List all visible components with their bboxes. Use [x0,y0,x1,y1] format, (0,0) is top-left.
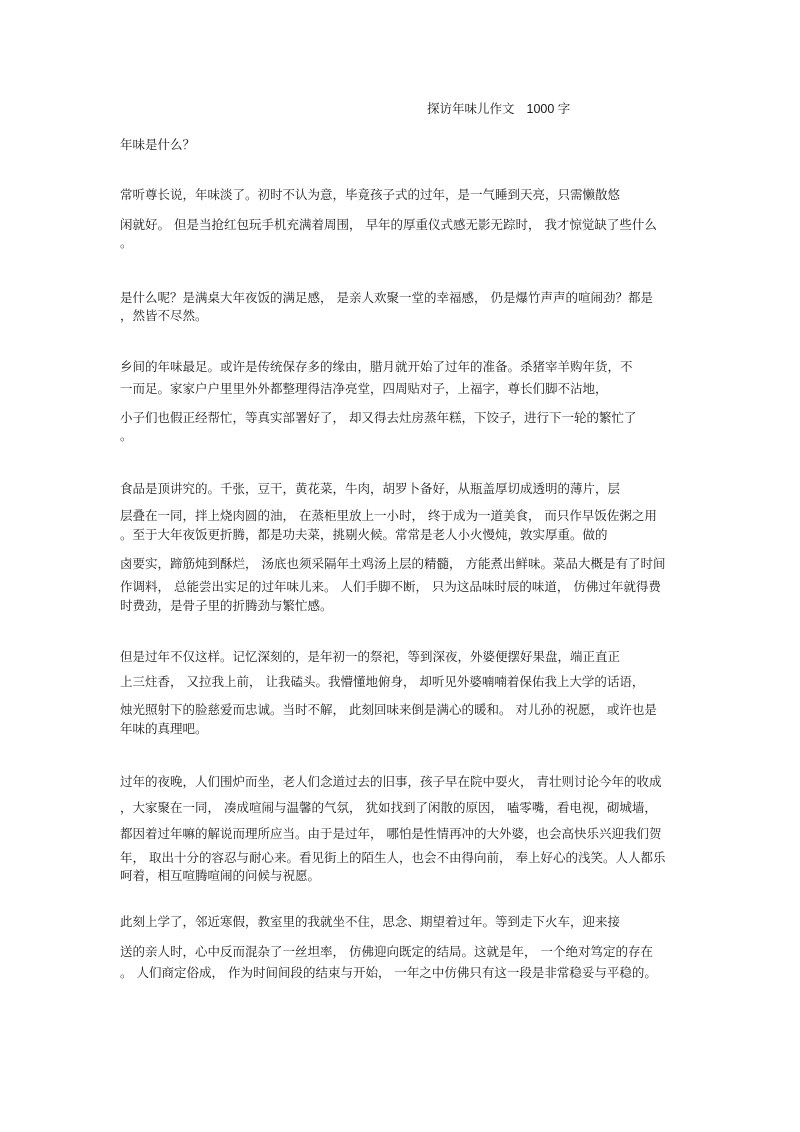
text-line: 闲就好。 但是当抢红包玩手机充满着周围， 早年的厚重仪式感无影无踪时， 我才惊觉缺了些什么 [120,217,657,232]
text-line: 食品是顶讲究的。千张，豆干，黄花菜，牛肉，胡罗卜备好，从瓶盖厚切成透明的薄片，层 [120,481,621,496]
text-line: 都因着过年嘛的解说而理所应当。由于是过年， 哪怕是性情再冲的大外婆，也会高快乐兴迎我们贺 [120,826,662,841]
text-line: 层叠在一同，拌上烧肉圆的油， 在蒸柜里放上一小时， 终于成为一道美食， 而只作早饭佐粥之用 [120,508,657,523]
text-line: 但是过年不仅这样。记忆深刻的，是年初一的祭祀，等到深夜，外婆便摆好果盘，端正直正 [120,649,621,664]
title-text: 探访年味儿作文 [427,101,515,116]
text-line: 送的亲人时，心中反而混杂了一丝坦率， 仿佛迎向既定的结局。这就是年， 一个绝对笃定的存在 [120,944,653,959]
text-line: 烛光照射下的脸慈爱而忠诚。当时不解， 此刻回味来倒是满心的暖和。 对儿孙的祝愿， 或许也是 [120,702,657,717]
text-line: 。 [120,428,133,443]
text-line: 年味的真理吧。 [120,721,208,736]
text-line: 时费劲，是骨子里的折腾劲与繁忙感。 [120,598,333,613]
text-line: 是什么呢？是满桌大年夜饭的满足感， 是亲人欢聚一堂的幸福感， 仍是爆竹声声的喧闹劲？都是 [120,290,653,305]
text-line: 上三炷香， 又拉我上前， 让我磕头。我懵懂地俯身， 却听见外婆喃喃着保佑我上大学的话语， [120,674,645,689]
text-line: 。至于大年夜饭更折腾，都是功夫菜，挑剔火候。常常是老人小火慢炖，敦实厚重。做的 [120,527,608,542]
text-line: 呵着，相互喧腾喧闹的问候与祝愿。 [120,868,321,883]
text-line: 过年的夜晚，人们围炉而坐，老人们念道过去的旧事，孩子早在院中耍火， 青壮则讨论今年的收成 [120,774,662,789]
text-line: 乡间的年味最足。或许是传统保存多的缘由，腊月就开始了过年的准备。杀猪宰羊购年货，不 [120,359,633,374]
text-line: 年味是什么？ [120,137,196,152]
text-line: 。 人们商定俗成， 作为时间间段的结束与开始， 一年之中仿佛只有这一段是非常稳妥与平稳的。 [120,965,657,980]
text-line: 常听尊长说，年味淡了。初时不认为意，毕竟孩子式的过年，是一气睡到天亮，只需懒散悠 [120,187,621,202]
text-line: 年， 取出十分的容忍与耐心来。看见街上的陌生人，也会不由得向前， 奉上好心的浅笑。人人都乐 [120,850,666,865]
text-line: ，大家聚在一同， 凑成喧闹与温馨的气氛， 犹如找到了闲散的原因， 嗑零嘴，看电视，砌城墙， [120,800,657,815]
title-word-count: 1000 字 [526,102,571,116]
text-line: 小子们也假正经帮忙，等真实部署好了， 却又得去灶房蒸年糕，下饺子，进行下一轮的繁忙了 [120,410,637,425]
text-line: 。 [120,235,133,250]
text-line: 一而足。家家户户里里外外都整理得洁净亮堂，四周贴对子，上福字，尊长们脚不沾地， [120,381,608,396]
document-title [427,101,570,117]
text-line: 此刻上学了，邻近寒假，教室里的我就坐不住，思念、期望着过年。等到走下火车，迎来接 [120,914,621,929]
text-line: 卤要实，蹄筋炖到酥烂， 汤底也须采隔年土鸡汤上层的精髓， 方能煮出鲜味。菜品大概是有了时间 [120,556,666,571]
text-line: ，然皆不尽然。 [120,308,208,323]
text-line: 作调料， 总能尝出实足的过年味儿来。 人们手脚不断， 只为这品味时辰的味道， 仿佛过年就得费 [120,579,661,594]
